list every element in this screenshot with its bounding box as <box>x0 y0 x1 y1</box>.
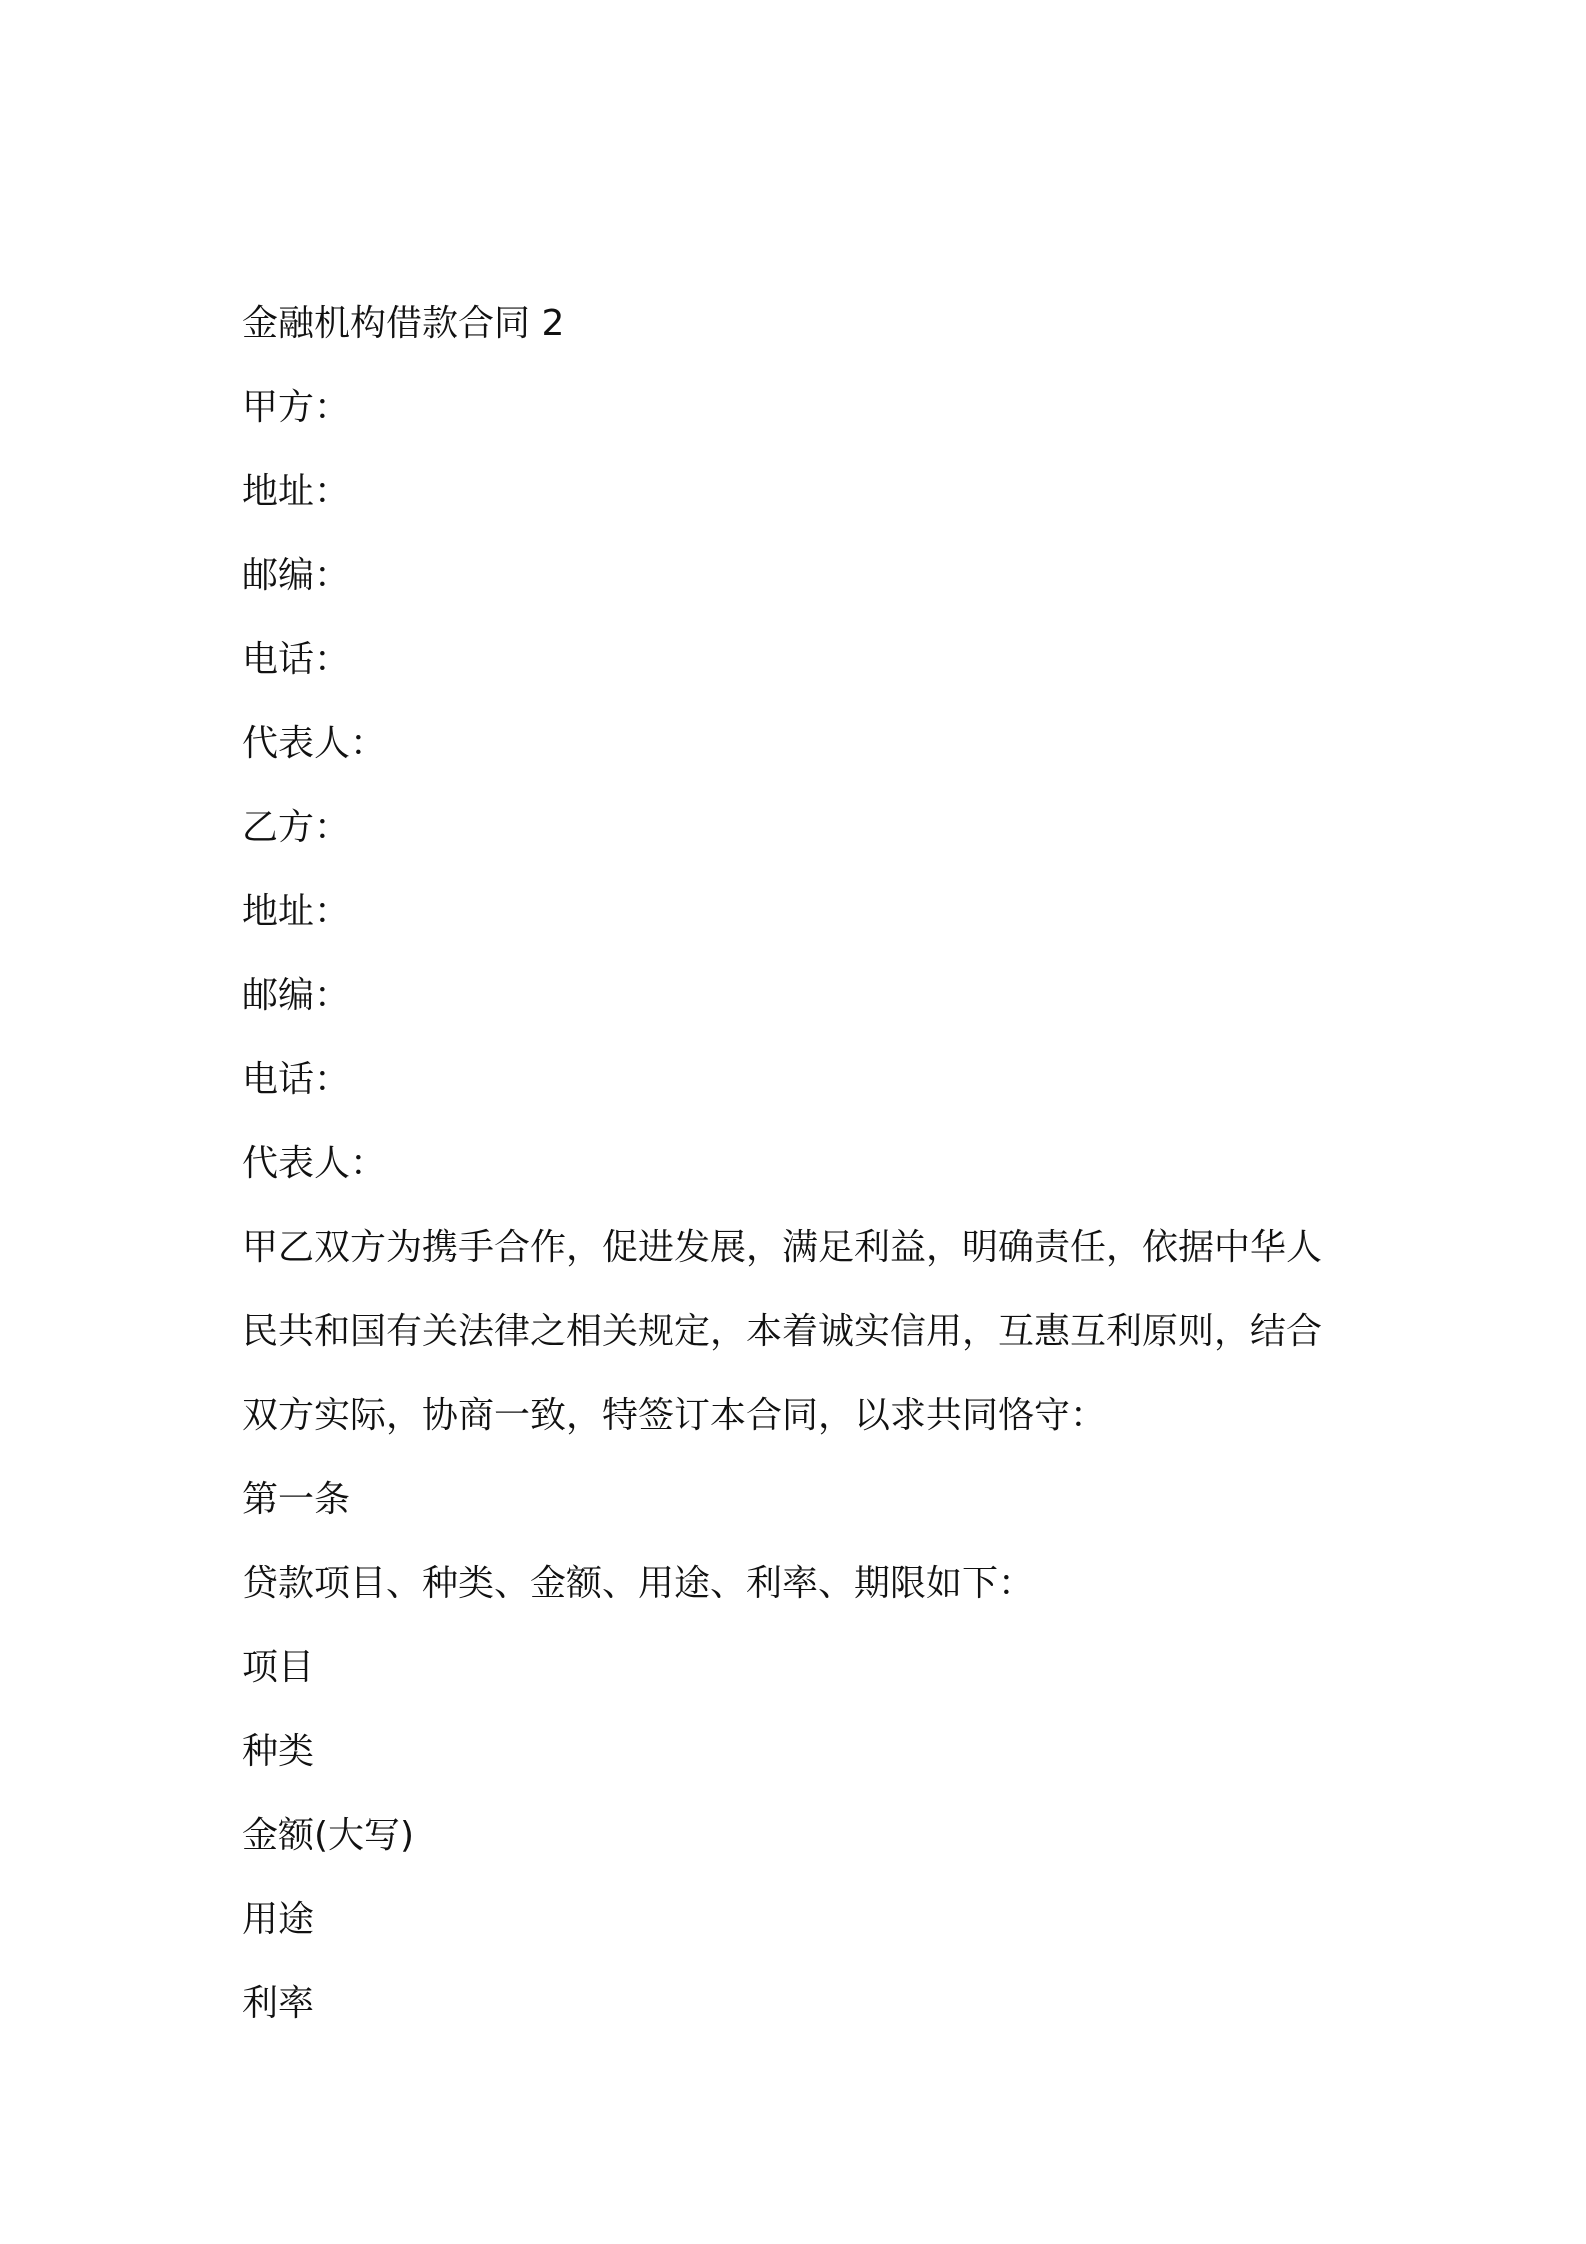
party-b-address-field <box>242 870 1362 954</box>
party-a-postcode-label: 邮编： <box>242 555 351 596</box>
party-b-postcode-label: 邮编： <box>242 975 351 1016</box>
party-b-phone-field <box>242 1038 1362 1122</box>
party-a-address-label: 地址： <box>242 471 351 512</box>
party-b-representative-field <box>242 1122 1362 1206</box>
document-body <box>242 282 1362 2046</box>
party-a-name-field <box>242 366 1362 450</box>
loan-field-amount: 金额(大写) <box>242 1815 415 1856</box>
article-1-intro: 贷款项目、种类、金额、用途、利率、期限如下： <box>242 1563 1035 1604</box>
party-b-name-label: 乙方： <box>242 807 351 848</box>
party-b-address-label: 地址： <box>242 891 351 932</box>
party-a-representative-field <box>242 702 1362 786</box>
party-b-representative-label: 代表人： <box>242 1143 387 1184</box>
preamble-line: 民共和国有关法律之相关规定，本着诚实信用，互惠互利原则，结合 <box>242 1311 1323 1352</box>
party-a-name-label: 甲方： <box>242 387 351 428</box>
party-a-postcode-field <box>242 534 1362 618</box>
party-a-representative-label: 代表人： <box>242 723 387 764</box>
party-b-phone-label: 电话： <box>242 1059 351 1100</box>
document-title: 金融机构借款合同 2 <box>242 303 565 344</box>
article-1-heading: 第一条 <box>242 1479 351 1520</box>
party-a-phone-label: 电话： <box>242 639 351 680</box>
party-b-name-field <box>242 786 1362 870</box>
loan-field-project: 项目 <box>242 1647 315 1688</box>
loan-field-purpose: 用途 <box>242 1899 315 1940</box>
party-a-address-field <box>242 450 1362 534</box>
preamble-line: 双方实际，协商一致，特签订本合同，以求共同恪守： <box>242 1395 1107 1436</box>
party-b-postcode-field <box>242 954 1362 1038</box>
loan-field-interest-rate: 利率 <box>242 1983 315 2024</box>
party-a-phone-field <box>242 618 1362 702</box>
preamble-line: 甲乙双方为携手合作，促进发展，满足利益，明确责任，依据中华人 <box>242 1227 1323 1268</box>
loan-field-type: 种类 <box>242 1731 315 1772</box>
